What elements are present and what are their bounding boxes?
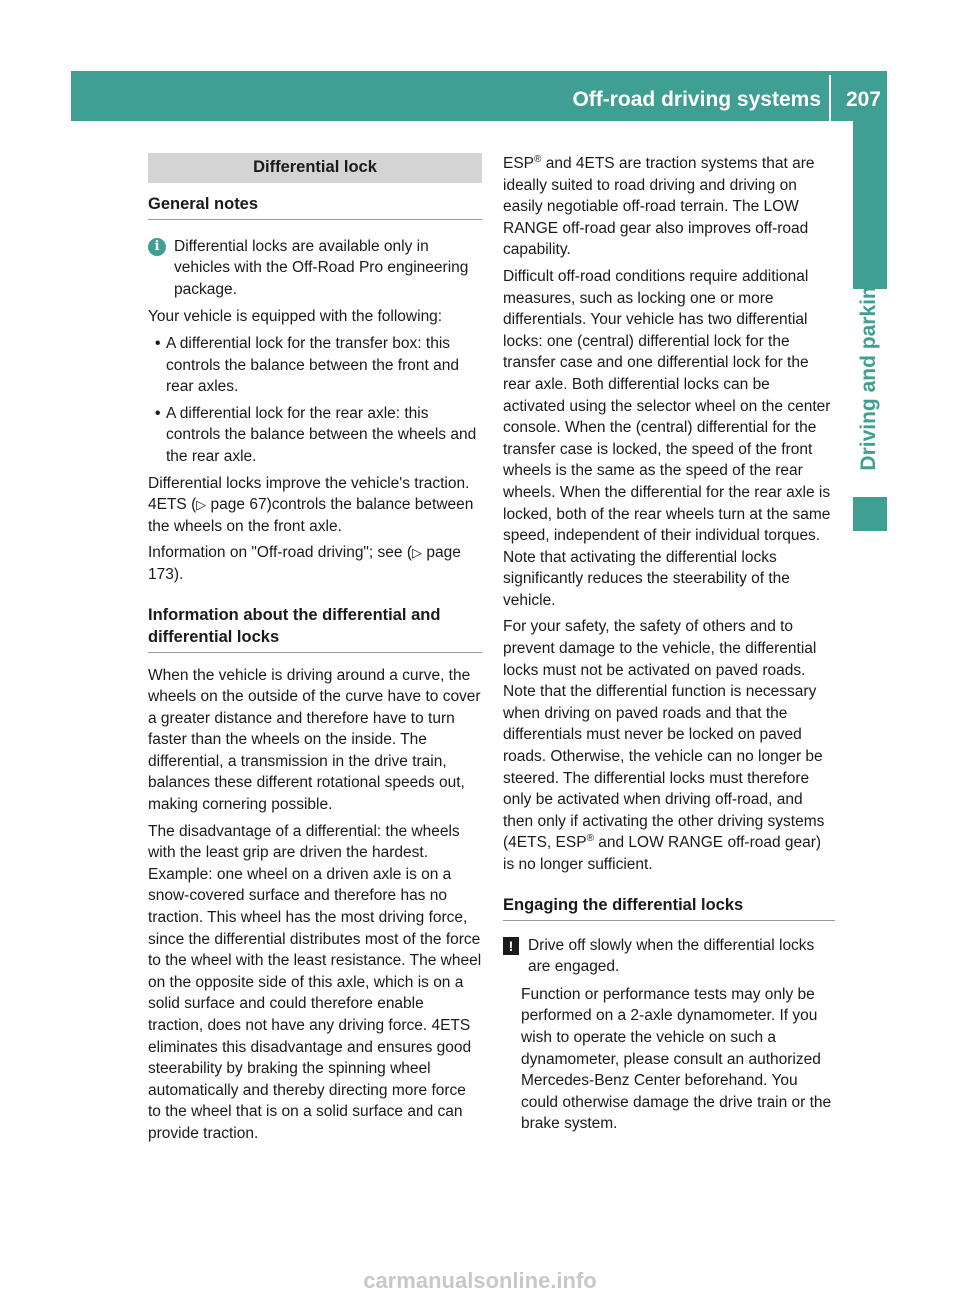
info-icon: i bbox=[148, 238, 166, 256]
esp-text-end: and 4ETS are traction systems that are ideally suited to road driving and driving on easily negotiable off-road terrain. The LOW RANGE off-road gear also improves off-road capability. bbox=[503, 155, 815, 259]
warning-text: Drive off slowly when the differential locks are engaged. bbox=[528, 936, 815, 976]
offroad-text: Information on "Off-road driving"; see ( bbox=[148, 544, 413, 562]
esp-text: ESP bbox=[503, 155, 535, 172]
safety-text: For your safety, the safety of others and to prevent damage to the vehicle, the differential locks must not be activated on paved roads. Note that the differential function is necessary when driving on paved roads and that the differentials must never be locked on paved roads. Otherwise, the vehicle can no longer be steered. The differential locks must therefore only be activated when driving off-road, and then only if activating the other driving systems (4ETS, ESP bbox=[503, 618, 825, 852]
safety-paragraph bbox=[503, 616, 835, 875]
bullet-icon: • bbox=[155, 404, 161, 422]
curve-paragraph: When the vehicle is driving around a curve, the wheels on the outside of the curve have to cover a greater distance and therefore have to turn faster than the wheels on the inside. The differential, a transmission in the drive train, balances these different rotational speeds out, making cornering possible. bbox=[148, 666, 481, 814]
offroad-paragraph bbox=[148, 542, 482, 585]
info-note-text: Differential locks are available only in vehicles with the Off-Road Pro engineering package. bbox=[174, 237, 469, 298]
safety-text-end: and LOW RANGE off-road gear) is no longer sufficient. bbox=[503, 834, 822, 873]
bullet-text: A differential lock for the transfer box: this controls the balance between the front and rear axles. bbox=[166, 334, 459, 396]
watermark: carmanualsonline.info bbox=[363, 1268, 597, 1293]
engaging-heading: Engaging the differential locks bbox=[503, 894, 835, 921]
general-notes-heading: General notes bbox=[148, 193, 482, 220]
offroad-text-end: ). bbox=[173, 565, 184, 583]
info-note bbox=[148, 236, 482, 301]
bullet-icon: • bbox=[155, 334, 161, 352]
disadvantage-paragraph: The disadvantage of a differential: the wheels with the least grip are driven the hardest. Example: one wheel on a driven axle is on a snow-covered surface and therefore has no traction. This wheel has the most driving force, since the differential distributes most of the force to the wheel with the least resistance. The wheel on the opposite side of this axle, which is on a solid surface and could therefore enable traction, does not have any driving force. 4ETS eliminates this disadvantage and ensures good steerability by braking the spinning wheel automatically and thereby directing more force to the wheel that is on a solid surface and can provide traction. bbox=[148, 822, 482, 1142]
warning-paragraph: Function or performance tests may only be performed on a 2-axle dynamometer. If you wish to operate the vehicle on such a dynamometer, please consult an authorized Mercedes-Benz Center beforehand. You could otherwise damage the drive train or the brake system. bbox=[521, 985, 832, 1133]
page-number: 207 bbox=[845, 88, 881, 111]
section-title: Differential lock bbox=[148, 153, 482, 183]
equipped-intro: Your vehicle is equipped with the following: bbox=[148, 308, 443, 326]
right-column bbox=[503, 153, 835, 1140]
list-item bbox=[148, 333, 482, 398]
bullet-text: A differential lock for the rear axle: this controls the balance between the wheels and the rear axle. bbox=[166, 404, 477, 465]
page-reference-link[interactable]: page 173 bbox=[148, 544, 461, 583]
registered-mark: ® bbox=[534, 153, 542, 165]
traction-text: Differential locks improve the vehicle's traction. 4ETS ( bbox=[148, 474, 470, 514]
left-column bbox=[148, 153, 482, 1150]
info-heading: Information about the differential and differential locks bbox=[148, 604, 482, 653]
traction-paragraph bbox=[148, 473, 482, 538]
list-item bbox=[148, 403, 482, 468]
warning-icon: ! bbox=[503, 937, 519, 955]
page-header bbox=[71, 71, 887, 121]
page-reference-link[interactable]: page 67 bbox=[210, 496, 267, 514]
side-tab bbox=[853, 121, 887, 289]
header-divider bbox=[829, 75, 831, 121]
esp-paragraph bbox=[503, 153, 835, 261]
side-marker bbox=[853, 497, 887, 531]
traction-text-end: )controls the balance between the wheels on the front axle. bbox=[148, 496, 474, 535]
side-tab-label: Driving and parking bbox=[857, 273, 880, 471]
registered-mark: ® bbox=[586, 833, 594, 845]
arrow-right-icon: ▷ bbox=[412, 545, 423, 561]
difficult-paragraph: Difficult off-road conditions require additional measures, such as locking one or more differentials. Your vehicle has two differential locks: one (central) differential lock for the transfer case and one differential lock for the rear axle. Both differential locks can be activated using the selector wheel on the center console. When the (central) differential for the transfer case is locked, the speed of the front wheels is the same as the speed of the rear wheels. When the differential for the rear axle is locked, both of the rear wheels turn at the same speed, independent of their individual torques. Note that activating the differential locks significantly reduces the steerability of the vehicle. bbox=[503, 267, 831, 609]
arrow-right-icon: ▷ bbox=[196, 497, 207, 513]
chapter-title: Off-road driving systems bbox=[572, 88, 821, 111]
warning-note bbox=[503, 935, 835, 978]
